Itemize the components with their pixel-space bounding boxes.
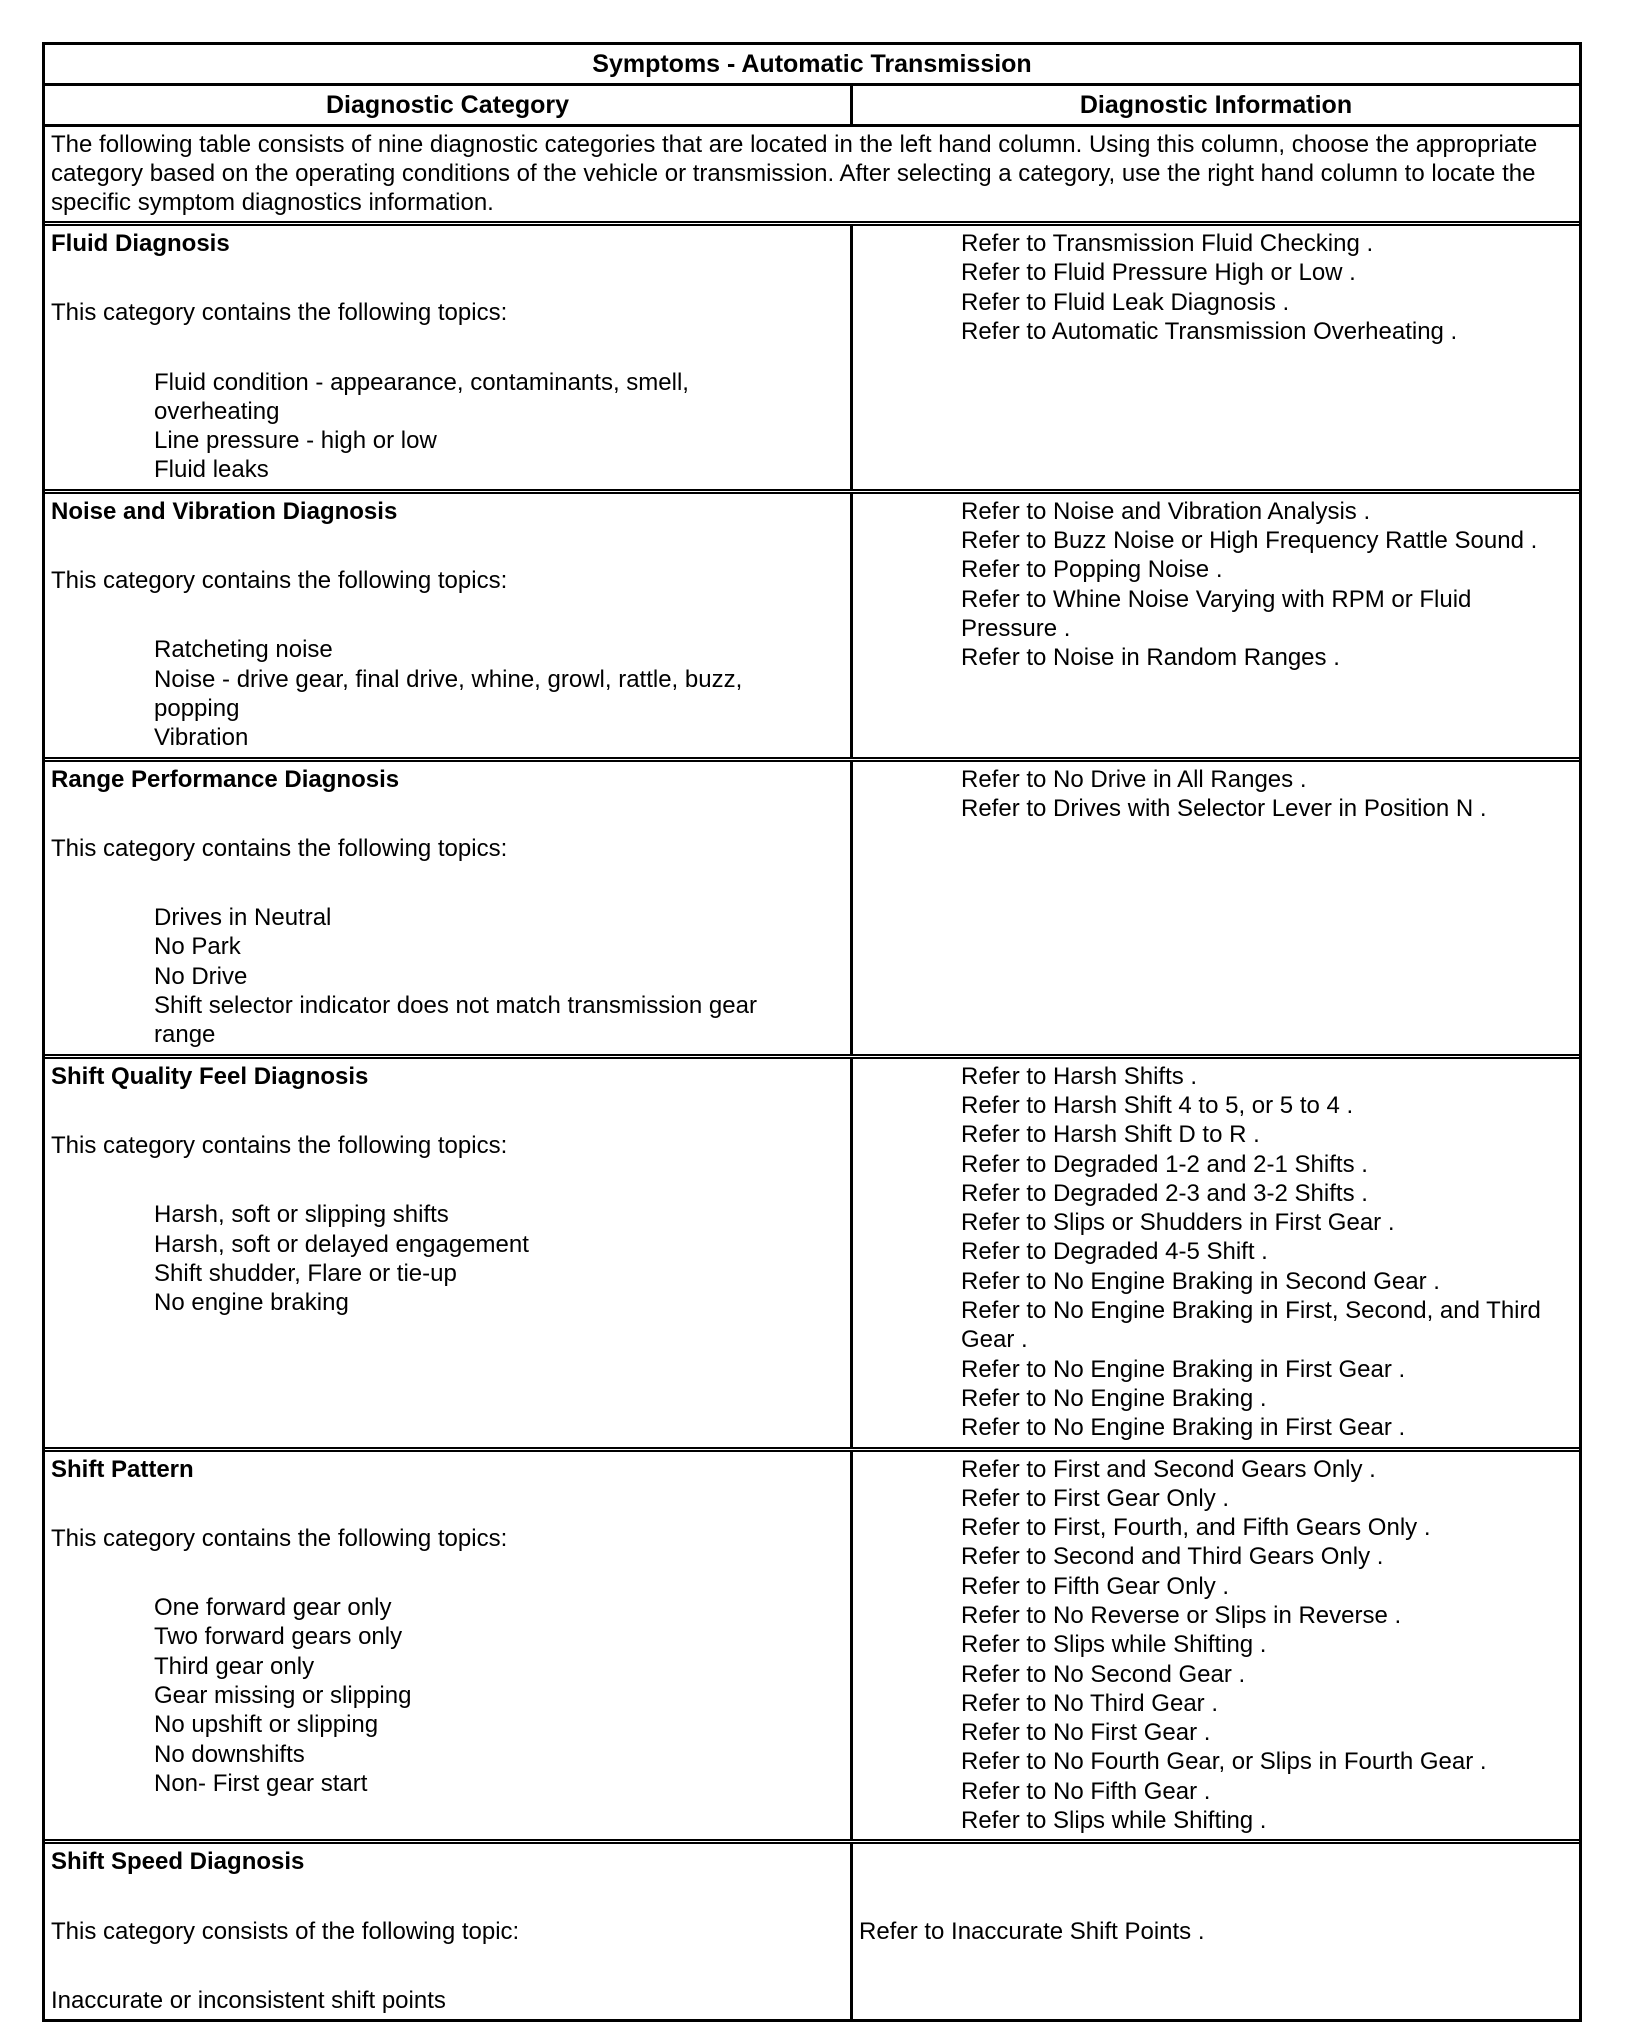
info-cell	[853, 1059, 1579, 1447]
topic-list	[51, 368, 844, 485]
reference-link[interactable]: Refer to Popping Noise .	[961, 556, 1223, 584]
symptoms-table	[42, 42, 1582, 2022]
category-cell	[45, 762, 853, 1054]
reference-link[interactable]: Refer to No Fifth Gear .	[961, 1777, 1211, 1805]
reference-link[interactable]: Refer to No Third Gear .	[961, 1689, 1218, 1717]
category-cell	[45, 1059, 853, 1447]
category-description: This category contains the following topics:	[51, 834, 508, 862]
info-cell	[853, 494, 1579, 757]
category-title: Shift Speed Diagnosis	[51, 1848, 305, 1876]
topic-item: Inaccurate or inconsistent shift points	[51, 1986, 446, 2014]
category-title: Noise and Vibration Diagnosis	[51, 497, 398, 525]
reference-link[interactable]: Refer to Inaccurate Shift Points .	[859, 1917, 1205, 1945]
reference-link[interactable]: Refer to Degraded 1-2 and 2-1 Shifts .	[961, 1150, 1368, 1178]
reference-link[interactable]: Refer to No Reverse or Slips in Reverse .	[961, 1601, 1402, 1629]
topic-item: Harsh, soft or delayed engagement	[154, 1230, 529, 1258]
reference-link[interactable]: Refer to No Engine Braking .	[961, 1384, 1267, 1412]
topic-item: Gear missing or slipping	[154, 1681, 412, 1709]
topic-item: Harsh, soft or slipping shifts	[154, 1201, 449, 1229]
intro-text: The following table consists of nine diagnostic categories that are located in the left hand column. Using this column, choose the appropriate category based on the operating conditions of the vehicle or transmission. After selecting a category, use the right hand column to locate the specific symptom diagnostics information.	[45, 127, 1579, 226]
reference-link[interactable]: Refer to Slips while Shifting .	[961, 1631, 1267, 1659]
reference-link[interactable]: Refer to No Drive in All Ranges .	[961, 765, 1307, 793]
reference-link[interactable]: Refer to No Engine Braking in First Gear .	[961, 1414, 1406, 1442]
reference-link[interactable]: Refer to Transmission Fluid Checking .	[961, 230, 1374, 257]
topic-item: Two forward gears only	[154, 1623, 403, 1651]
reference-link[interactable]: Refer to Degraded 4-5 Shift .	[961, 1238, 1268, 1266]
reference-link[interactable]: Refer to Slips while Shifting .	[961, 1807, 1267, 1835]
category-title: Shift Pattern	[51, 1455, 194, 1483]
reference-link[interactable]: Refer to Fifth Gear Only .	[961, 1572, 1230, 1600]
category-cell	[45, 226, 853, 489]
category-description: This category contains the following topics:	[51, 1524, 508, 1552]
category-row	[45, 1452, 1579, 1845]
topic-item: No Park	[154, 933, 241, 961]
category-cell	[45, 1452, 853, 1840]
topic-item: Third gear only	[154, 1652, 315, 1680]
reference-link[interactable]: Refer to Harsh Shift 4 to 5, or 5 to 4 .	[961, 1091, 1354, 1119]
topic-item: No upshift or slipping	[154, 1711, 379, 1739]
category-description: This category contains the following topics:	[51, 567, 508, 595]
reference-link[interactable]: Refer to Drives with Selector Lever in Position N .	[961, 794, 1487, 822]
topic-item: No downshifts	[154, 1740, 305, 1768]
reference-link[interactable]: Refer to Noise in Random Ranges .	[961, 644, 1340, 672]
table-title: Symptoms - Automatic Transmission	[45, 45, 1579, 86]
topic-item: No engine braking	[154, 1289, 349, 1317]
reference-link[interactable]: Refer to First, Fourth, and Fifth Gears Only .	[961, 1514, 1431, 1542]
header-row	[45, 86, 1579, 127]
reference-link[interactable]: Refer to No Second Gear .	[961, 1660, 1246, 1688]
topic-item: Shift selector indicator does not match transmission gear range	[154, 992, 757, 1049]
reference-link[interactable]: Refer to No Engine Braking in Second Gear .	[961, 1267, 1440, 1295]
category-cell	[45, 1844, 853, 2019]
header-diagnostic-information: Diagnostic Information	[1079, 91, 1353, 119]
topic-item: Fluid condition - appearance, contaminants, smell, overheating	[154, 368, 689, 425]
reference-link[interactable]: Refer to Harsh Shifts .	[961, 1062, 1198, 1090]
topic-item: Vibration	[154, 724, 249, 752]
info-cell	[853, 762, 1579, 1054]
info-cell	[853, 1844, 1579, 2019]
topic-item: No Drive	[154, 962, 248, 990]
category-title: Shift Quality Feel Diagnosis	[51, 1062, 369, 1090]
reference-link[interactable]: Refer to No Engine Braking in First Gear .	[961, 1355, 1406, 1383]
categories	[45, 226, 1579, 2019]
reference-link[interactable]: Refer to Fluid Pressure High or Low .	[961, 259, 1356, 287]
category-row-shift-speed	[45, 1844, 1579, 2019]
category-description: This category contains the following topics:	[51, 1131, 508, 1159]
topic-list	[51, 1593, 844, 1798]
reference-link[interactable]: Refer to Buzz Noise or High Frequency Rattle Sound .	[961, 527, 1538, 555]
category-title: Fluid Diagnosis	[51, 230, 230, 257]
topic-list	[51, 1200, 844, 1317]
category-row	[45, 226, 1579, 494]
header-diagnostic-category: Diagnostic Category	[45, 86, 853, 124]
topic-item: Ratcheting noise	[154, 636, 333, 664]
topic-item: One forward gear only	[154, 1594, 392, 1622]
reference-link[interactable]: Refer to Slips or Shudders in First Gear .	[961, 1209, 1395, 1237]
topic-list	[51, 635, 844, 752]
topic-item: Noise - drive gear, final drive, whine, growl, rattle, buzz, popping	[154, 665, 743, 722]
category-title: Range Performance Diagnosis	[51, 765, 400, 793]
topic-item: Line pressure - high or low	[154, 427, 437, 455]
reference-link[interactable]: Refer to No First Gear .	[961, 1719, 1211, 1747]
info-cell	[853, 226, 1579, 489]
topic-item: Non- First gear start	[154, 1769, 368, 1797]
reference-link[interactable]: Refer to Fluid Leak Diagnosis .	[961, 288, 1290, 316]
category-row	[45, 762, 1579, 1059]
category-description: This category contains the following topics:	[51, 299, 508, 327]
reference-link[interactable]: Refer to No Fourth Gear, or Slips in Fourth Gear .	[961, 1748, 1487, 1776]
topic-item: Shift shudder, Flare or tie-up	[154, 1259, 457, 1287]
reference-link[interactable]: Refer to No Engine Braking in First, Second, and Third Gear .	[961, 1297, 1541, 1354]
category-cell	[45, 494, 853, 757]
reference-link[interactable]: Refer to Second and Third Gears Only .	[961, 1543, 1384, 1571]
info-cell	[853, 1452, 1579, 1840]
topic-item: Fluid leaks	[154, 456, 269, 484]
reference-link[interactable]: Refer to Harsh Shift D to R .	[961, 1121, 1260, 1149]
category-description: This category consists of the following topic:	[51, 1917, 520, 1945]
category-row	[45, 494, 1579, 762]
reference-link[interactable]: Refer to Whine Noise Varying with RPM or Fluid Pressure .	[961, 585, 1472, 642]
reference-link[interactable]: Refer to First and Second Gears Only .	[961, 1455, 1376, 1483]
reference-link[interactable]: Refer to Automatic Transmission Overheating .	[961, 317, 1458, 345]
reference-link[interactable]: Refer to First Gear Only .	[961, 1484, 1230, 1512]
category-row	[45, 1059, 1579, 1452]
reference-link[interactable]: Refer to Noise and Vibration Analysis .	[961, 497, 1371, 525]
topic-list	[51, 903, 844, 1049]
reference-link[interactable]: Refer to Degraded 2-3 and 3-2 Shifts .	[961, 1179, 1368, 1207]
topic-item: Drives in Neutral	[154, 904, 332, 932]
